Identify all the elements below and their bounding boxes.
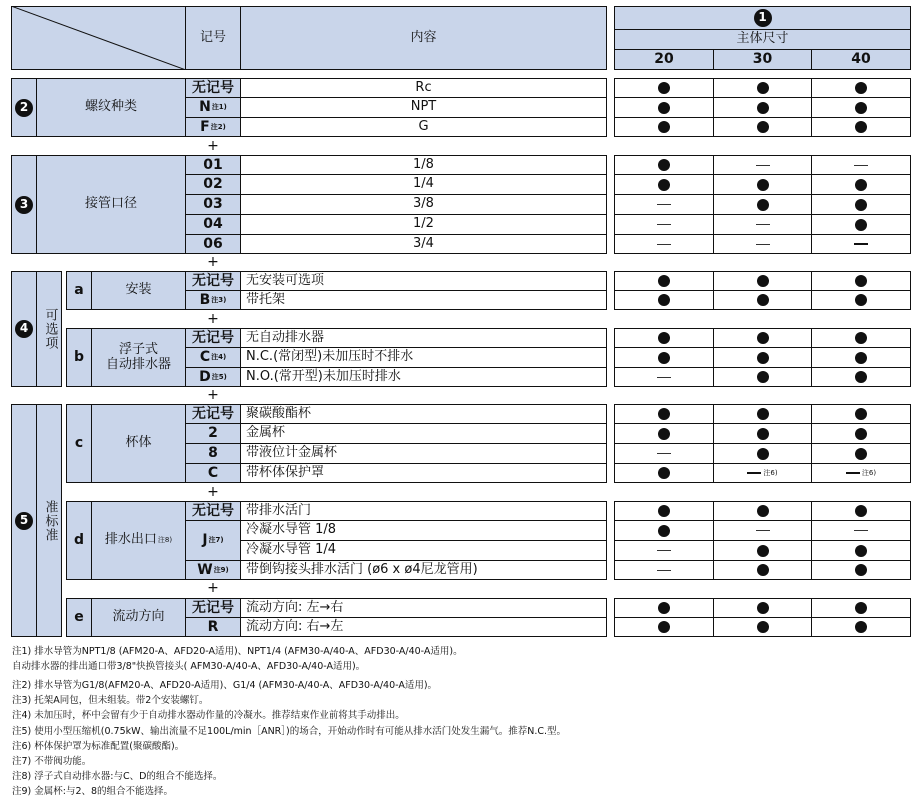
s3-r3-code: 04 [185,214,241,235]
available-dot-icon [658,121,670,133]
s5c-r1-code: 2 [185,423,241,444]
s2-r2-v20 [614,117,714,137]
s3-r3-v40 [811,214,911,235]
s5d-r3-v30 [713,560,812,580]
section2-num: 2 [11,78,37,137]
s4b-r1-v40 [811,347,911,368]
s5d-r2-v20 [614,540,714,561]
s2-r0-code: 无记号 [185,78,241,98]
available-dot-icon [855,275,867,287]
s4a-r1-code: B 注3) [185,290,241,310]
s5d-r1-v20 [614,520,714,541]
section2-label: 螺纹种类 [36,78,186,137]
available-dot-icon [757,275,769,287]
unavailable-dash-icon [756,244,770,245]
available-dot-icon [855,621,867,633]
unavailable-dash-icon [657,244,671,245]
s4b-r0-v30 [713,328,812,348]
s4b-r1-v30 [713,347,812,368]
s4b-r2-code: D 注5) [185,367,241,387]
s4a-r0-content: 无安装可选项 [240,271,607,291]
s5c-r3-v40 [811,463,911,483]
s5c-r2-v30 [713,443,812,464]
header-num1: 1 [614,6,911,30]
bold-dash-icon [747,472,761,474]
available-dot-icon [658,159,670,171]
available-dot-icon [757,294,769,306]
s2-r1-v40 [811,97,911,118]
available-dot-icon [855,448,867,460]
footnote: 注9) 金属杯:与2、8的组合不能选择。 [12,786,174,797]
s2-r1-v20 [614,97,714,118]
available-dot-icon [757,602,769,614]
footnote: 注6) 杯体保护罩为标准配置(聚碳酸酯)。 [12,741,185,752]
available-dot-icon [855,505,867,517]
unavailable-dash-icon [756,224,770,225]
unavailable-dash-icon [756,530,770,531]
s4b-label: 浮子式 自动排水器 [91,328,186,387]
available-dot-icon [658,621,670,633]
available-dot-icon [855,332,867,344]
available-dot-icon [658,602,670,614]
s5e-r0-v40 [811,598,911,618]
s5c-r0-code: 无记号 [185,404,241,424]
plus-sign: + [207,580,219,596]
s2-r2-v40 [811,117,911,137]
s5c-r3-code: C [185,463,241,483]
s4a-r1-v30 [713,290,812,310]
s4a-r0-v40 [811,271,911,291]
header-diagonal [11,6,186,70]
s4a-r0-code: 无记号 [185,271,241,291]
s5e-r1-v40 [811,617,911,637]
footnote: 注7) 不带阀功能。 [12,756,92,767]
unavailable-dash-icon [657,570,671,571]
s2-r2-content: G [240,117,607,137]
s4a-r0-v30 [713,271,812,291]
header-code: 记号 [185,6,241,70]
s5c-r0-v20 [614,404,714,424]
header-size-40: 40 [811,49,911,70]
s3-r1-content: 1/4 [240,174,607,195]
available-dot-icon [658,408,670,420]
available-dot-icon [658,428,670,440]
note-ref: 注6) [861,468,877,477]
available-dot-icon [757,505,769,517]
note-ref: 注6) [763,468,778,477]
s3-r0-code: 01 [185,155,241,175]
s5c-r1-v40 [811,423,911,444]
s5c-r0-content: 聚碳酸酯杯 [240,404,607,424]
available-dot-icon [757,564,769,576]
s3-r2-v40 [811,194,911,215]
s3-r3-v30 [713,214,812,235]
s4b-r0-v40 [811,328,911,348]
available-dot-icon [855,602,867,614]
s5d-r3-v20 [614,560,714,580]
available-dot-icon [855,408,867,420]
footnote: 注5) 使用小型压缩机(0.75kW、输出流量不足100L/min［ANR］)的场合，开始动作时有可能从排水活门处发生漏气。推荐N.C.型。 [12,726,567,737]
header-size-20: 20 [614,49,714,70]
s2-r0-content: Rc [240,78,607,98]
s5e-r0-v20 [614,598,714,618]
s3-r4-v30 [713,234,812,254]
s5e-r0-v30 [713,598,812,618]
available-dot-icon [658,82,670,94]
s3-r0-content: 1/8 [240,155,607,175]
s5c-r0-v40 [811,404,911,424]
s3-r1-code: 02 [185,174,241,195]
s4b-r2-v20 [614,367,714,387]
available-dot-icon [757,371,769,383]
s3-r4-v20 [614,234,714,254]
s3-r4-v40 [811,234,911,254]
s2-r0-v20 [614,78,714,98]
available-dot-icon [757,448,769,460]
available-dot-icon [658,467,670,479]
available-dot-icon [757,408,769,420]
s2-r1-content: NPT [240,97,607,118]
s3-r2-content: 3/8 [240,194,607,215]
s3-r4-content: 3/4 [240,234,607,254]
unavailable-dash-icon [657,204,671,205]
available-dot-icon [855,219,867,231]
available-dot-icon [855,564,867,576]
s4b-r1-content: N.C.(常闭型)未加压时不排水 [240,347,607,368]
s3-r3-content: 1/2 [240,214,607,235]
available-dot-icon [757,179,769,191]
available-dot-icon [757,352,769,364]
footnote: 注2) 排水导管为G1/8(AFM20-A、AFD20-A适用)、G1/4 (AFM30-A/40-A、AFD30-A/40-A适用)。 [12,680,438,691]
section4-label: 可选项 [36,271,62,387]
available-dot-icon [855,121,867,133]
available-dot-icon [757,621,769,633]
s3-r1-v40 [811,174,911,195]
footnote: 自动排水器的排出通口带3/8"快换管接头( AFM30-A/40-A、AFD30-A/40-A适用)。 [12,661,366,672]
s3-r0-v30 [713,155,812,175]
s5c-r1-v30 [713,423,812,444]
s3-r2-v20 [614,194,714,215]
s4a-label: 安装 [91,271,186,310]
footnote: 注8) 浮子式自动排水器:与C、D的组合不能选择。 [12,771,223,782]
header-size-30: 30 [713,49,812,70]
s4b-r0-code: 无记号 [185,328,241,348]
section5-num: 5 [11,404,37,637]
bold-dash-icon [854,243,868,245]
s5d-r1-v40 [811,520,911,541]
available-dot-icon [855,352,867,364]
unavailable-dash-icon [657,453,671,454]
s2-r2-code: F 注2) [185,117,241,137]
s2-r1-code: N 注1) [185,97,241,118]
s2-r0-v40 [811,78,911,98]
s4b-r1-v20 [614,347,714,368]
available-dot-icon [658,505,670,517]
unavailable-dash-icon [854,165,868,166]
s3-r2-v30 [713,194,812,215]
s5c-letter: c [66,404,92,483]
s4b-r2-content: N.O.(常开型)未加压时排水 [240,367,607,387]
s4a-letter: a [66,271,92,310]
s5c-label: 杯体 [91,404,186,483]
s5c-r3-v30 [713,463,812,483]
plus-sign: + [207,254,219,270]
s5e-r1-code: R [185,617,241,637]
s5d-r3-v40 [811,560,911,580]
available-dot-icon [757,102,769,114]
available-dot-icon [658,525,670,537]
available-dot-icon [658,102,670,114]
plus-sign: + [207,311,219,327]
available-dot-icon [757,428,769,440]
bold-dash-icon [846,472,860,474]
s5d-r3-content: 带倒钩接头排水活门 (ø6 x ø4尼龙管用) [240,560,607,580]
s5e-label: 流动方向 [91,598,186,637]
s5e-r1-content: 流动方向: 右→左 [240,617,607,637]
section3-num: 3 [11,155,37,254]
available-dot-icon [658,332,670,344]
s5d-r1-content: 冷凝水导管 1/8 [240,520,607,541]
available-dot-icon [757,121,769,133]
s5d-r1-v30 [713,520,812,541]
s3-r1-v20 [614,174,714,195]
available-dot-icon [855,371,867,383]
plus-sign: + [207,387,219,403]
unavailable-dash-icon [756,165,770,166]
s5c-r1-v20 [614,423,714,444]
s4a-r0-v20 [614,271,714,291]
unavailable-dash-icon [854,530,868,531]
available-dot-icon [855,545,867,557]
footnote: 注1) 排水导管为NPT1/8 (AFM20-A、AFD20-A适用)、NPT1/4 (AFM30-A/40-A、AFD30-A/40-A适用)。 [12,646,463,657]
s5d-r2-v40 [811,540,911,561]
s5e-r1-v20 [614,617,714,637]
available-dot-icon [658,294,670,306]
s5d-r0-v40 [811,501,911,521]
header-size-label: 主体尺寸 [614,29,911,50]
available-dot-icon [855,179,867,191]
s4b-r1-code: C 注4) [185,347,241,368]
s5c-r2-content: 带液位计金属杯 [240,443,607,464]
s5d-r2-v30 [713,540,812,561]
s5d-r0-v20 [614,501,714,521]
available-dot-icon [757,82,769,94]
s4b-r2-v30 [713,367,812,387]
s5d-r2-content: 冷凝水导管 1/4 [240,540,607,561]
s5e-r1-v30 [713,617,812,637]
available-dot-icon [757,199,769,211]
section5-label: 准标准 [36,404,62,637]
footnote: 注4) 未加压时，杯中会留有少于自动排水器动作量的冷凝水。推荐结束作业前将其手动排出。 [12,710,405,721]
available-dot-icon [757,545,769,557]
s5d-r3-code: W 注9) [185,560,241,580]
s4b-letter: b [66,328,92,387]
footnote: 注3) 托架A同包，但未组装。带2个安装螺钉。 [12,695,209,706]
s5c-r2-v40 [811,443,911,464]
s3-r0-v20 [614,155,714,175]
s4b-r2-v40 [811,367,911,387]
s5e-r0-content: 流动方向: 左→右 [240,598,607,618]
plus-sign: + [207,138,219,154]
available-dot-icon [658,179,670,191]
s5d-label: 排水出口 注8) [91,501,186,580]
s4a-r1-content: 带托架 [240,290,607,310]
plus-sign: + [207,484,219,500]
available-dot-icon [855,428,867,440]
header-content: 内容 [240,6,607,70]
s5c-r0-v30 [713,404,812,424]
available-dot-icon [658,275,670,287]
section4-num: 4 [11,271,37,387]
available-dot-icon [855,82,867,94]
unavailable-dash-icon [657,377,671,378]
s2-r2-v30 [713,117,812,137]
s3-r0-v40 [811,155,911,175]
s4a-r1-v20 [614,290,714,310]
s3-r4-code: 06 [185,234,241,254]
s2-r0-v30 [713,78,812,98]
unavailable-dash-icon [657,550,671,551]
s3-r1-v30 [713,174,812,195]
s4b-r0-content: 无自动排水器 [240,328,607,348]
available-dot-icon [658,352,670,364]
s5d-r0-content: 带排水活门 [240,501,607,521]
s5c-r1-content: 金属杯 [240,423,607,444]
s5c-r3-v20 [614,463,714,483]
s5d-letter: d [66,501,92,580]
unavailable-dash-icon [657,224,671,225]
available-dot-icon [757,332,769,344]
s5d-r0-code: 无记号 [185,501,241,521]
available-dot-icon [855,102,867,114]
available-dot-icon [855,294,867,306]
s5d-r0-v30 [713,501,812,521]
s5e-letter: e [66,598,92,637]
available-dot-icon [855,199,867,211]
s5c-r3-content: 带杯体保护罩 [240,463,607,483]
s3-r3-v20 [614,214,714,235]
s4b-r0-v20 [614,328,714,348]
s5d-r1-code: J 注7) [185,520,241,561]
s3-r2-code: 03 [185,194,241,215]
s2-r1-v30 [713,97,812,118]
s5c-r2-v20 [614,443,714,464]
s5e-r0-code: 无记号 [185,598,241,618]
section3-label: 接管口径 [36,155,186,254]
s4a-r1-v40 [811,290,911,310]
s5c-r2-code: 8 [185,443,241,464]
